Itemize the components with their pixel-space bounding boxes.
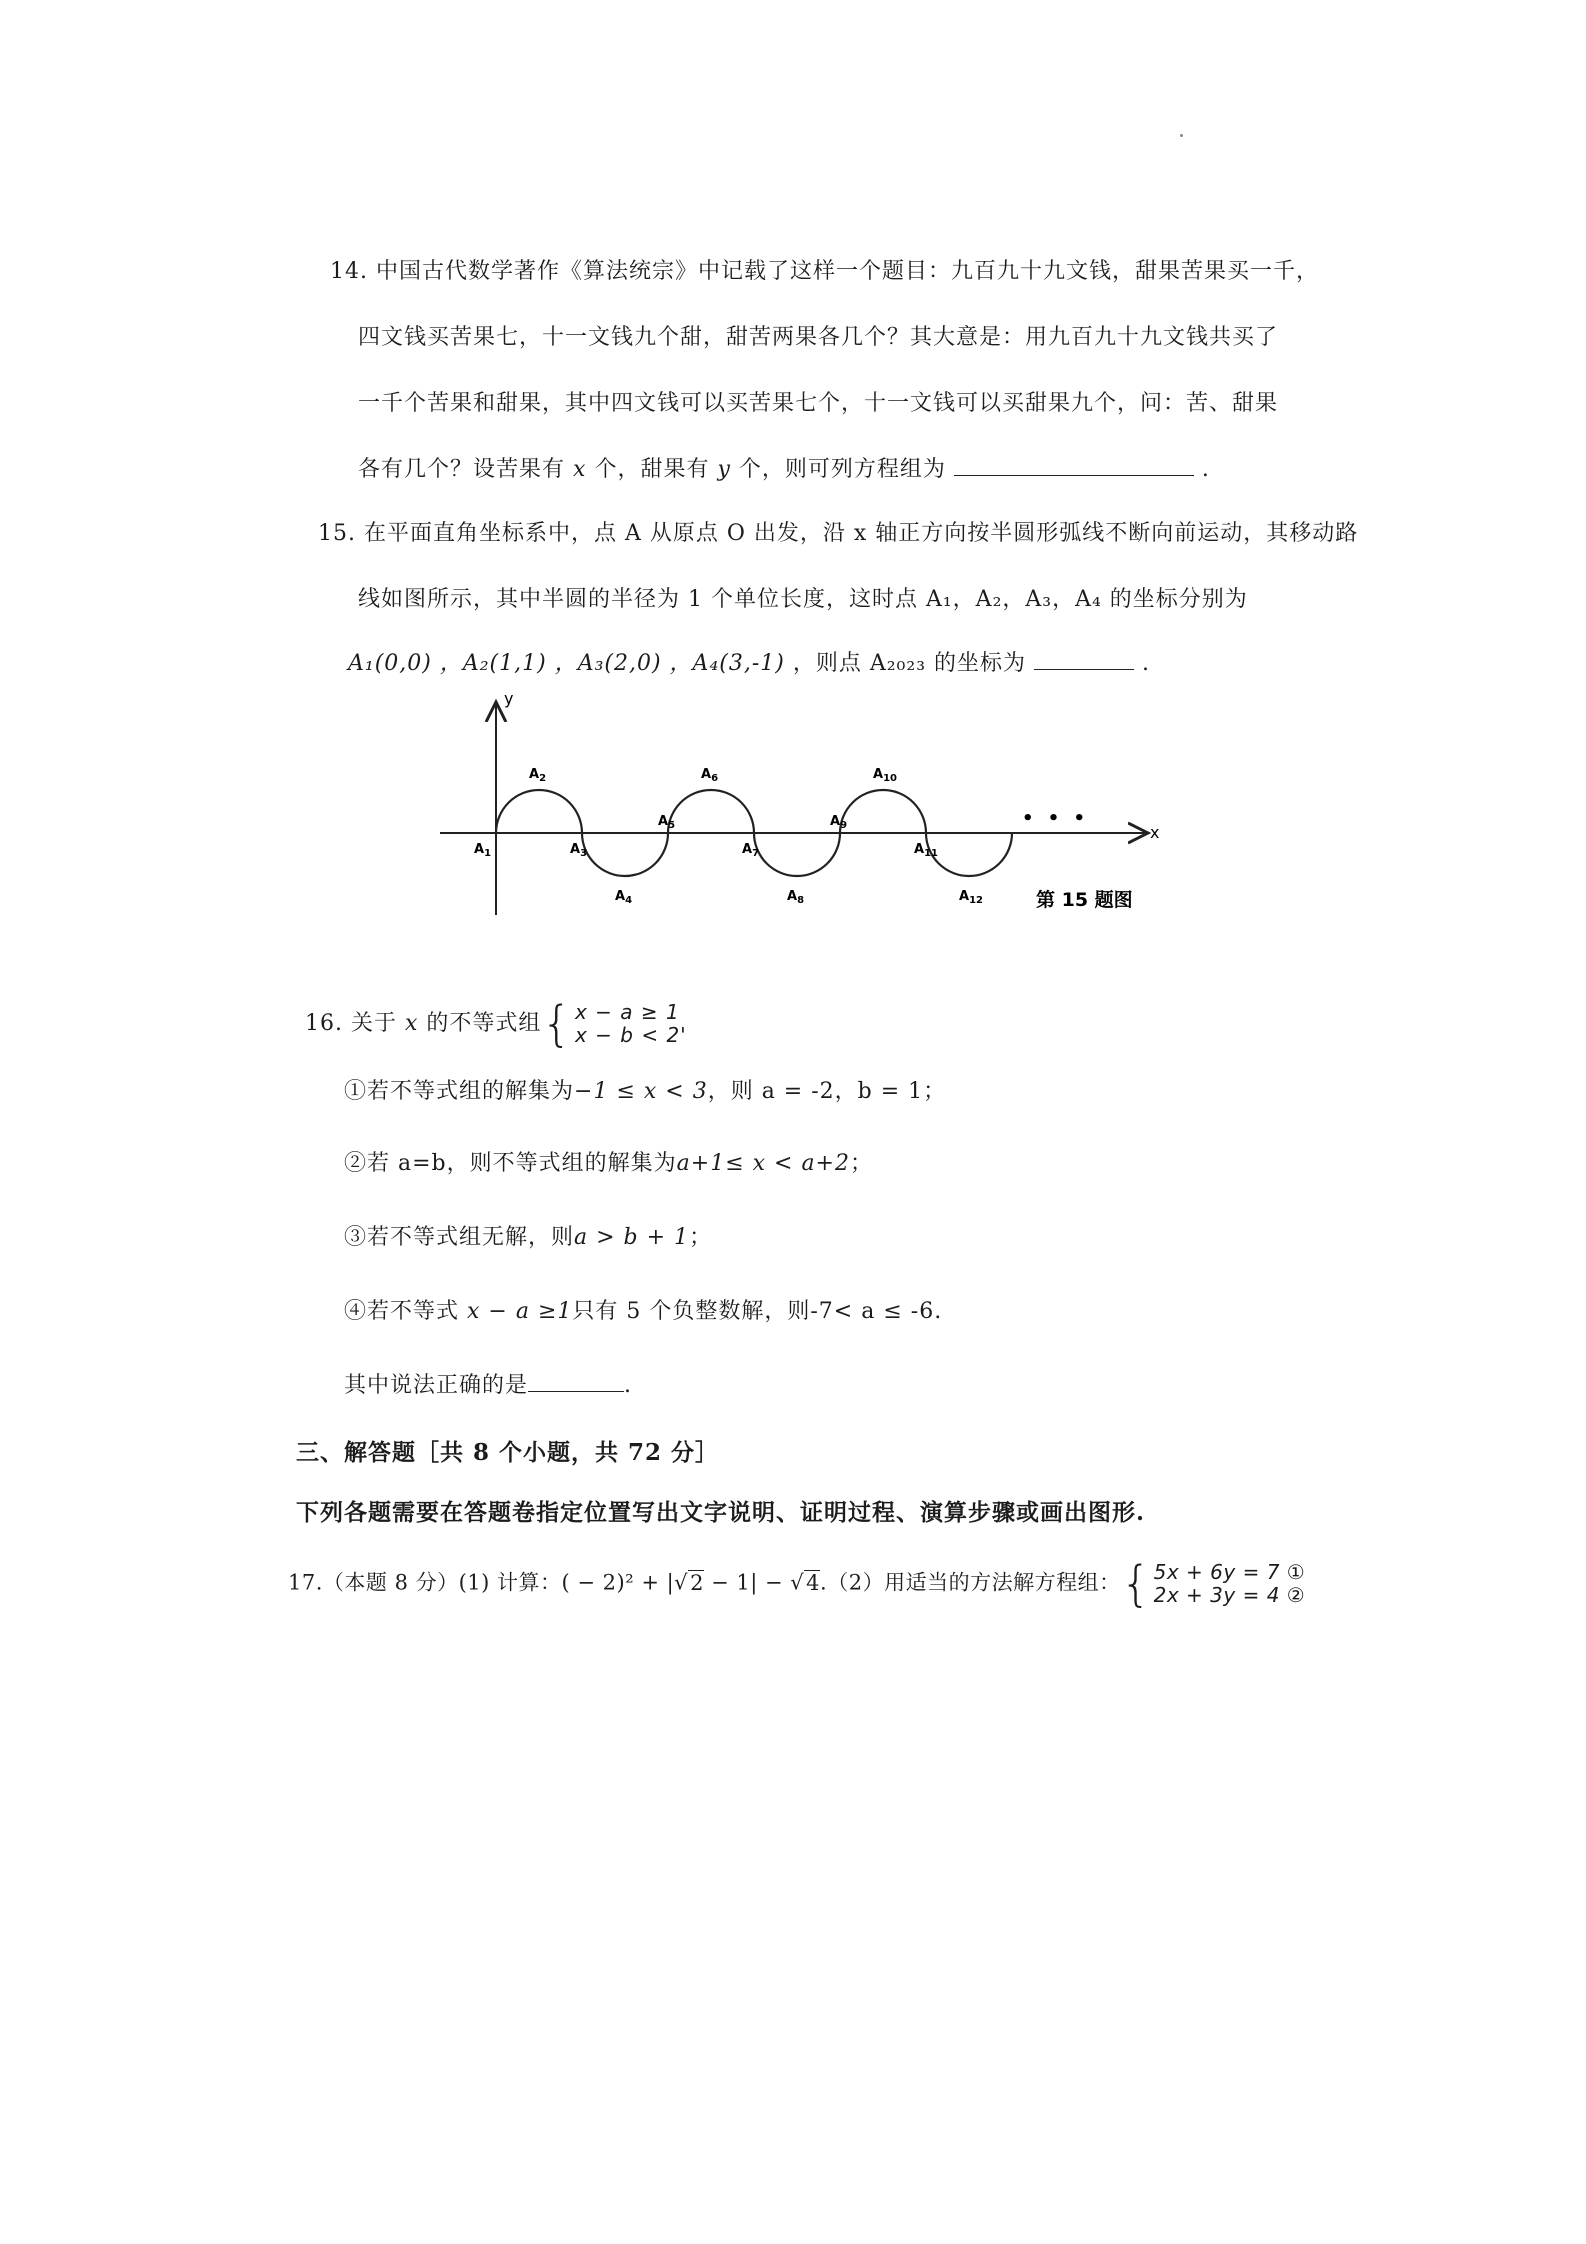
q17-brace: { <box>1120 1556 1152 1612</box>
q16-answer-blank[interactable] <box>528 1391 624 1392</box>
q16-s3-math: a > b + 1 <box>574 1225 690 1250</box>
q17-equation-system <box>1120 1556 1306 1612</box>
q14-text-a: 各有几个？设苦果有 <box>358 457 566 482</box>
q16-s4-post: 只有 5 个负整数解，则-7< a ≤ -6. <box>572 1299 943 1324</box>
point-label-a2: $A_2$ <box>529 767 547 784</box>
point-label-a5: $A_5$ <box>658 814 676 831</box>
q16-s2-post: ； <box>850 1151 874 1176</box>
q14-line-3: 一千个苦果和甜果，其中四文钱可以买苦果七个，十一文钱可以买甜果九个，问：苦、甜果 <box>358 391 1279 416</box>
q16-s1-pre: ①若不等式组的解集为 <box>344 1079 575 1104</box>
q16-s4-pre: ④若不等式 <box>344 1299 460 1324</box>
q14-end: . <box>1201 457 1210 482</box>
q16-s1-post: ，则 a = -2，b = 1； <box>707 1079 947 1104</box>
q17-sqrt-2: 2 <box>690 1570 704 1595</box>
q15-coords: A₁(0,0) ，A₂(1,1) ，A₃(2,0) ，A₄(3,-1) <box>348 651 785 676</box>
q17-mid: .（2）用适当的方法解方程组： <box>820 1570 1121 1595</box>
q16-intro <box>305 996 687 1052</box>
q16-answer-end: . <box>624 1373 633 1398</box>
q14-line-4 <box>358 452 1210 483</box>
point-label-a11: $A_{11}$ <box>914 842 938 859</box>
q17-pre: 17.（本题 8 分）(1) 计算： <box>288 1570 562 1595</box>
q16-statement-1 <box>344 1074 946 1105</box>
q14-answer-blank[interactable] <box>954 475 1194 476</box>
point-label-a7: $A_7$ <box>742 842 760 859</box>
point-label-a3: $A_3$ <box>570 842 588 859</box>
q17-sqrt-4: 4 <box>806 1570 821 1595</box>
q16-inequality-system <box>541 996 687 1052</box>
point-label-a10: $A_{10}$ <box>873 767 897 784</box>
q15-end: . <box>1142 651 1151 676</box>
q16-intro-b: 的不等式组 <box>426 1011 542 1036</box>
point-label-a8: $A_8$ <box>787 889 805 906</box>
q16-ineq-2: x − b < 2' <box>574 1023 687 1047</box>
q16-statement-2 <box>344 1146 873 1177</box>
figure-caption: 第 15 题图 <box>1036 889 1133 911</box>
q14-var-x: x <box>573 457 587 482</box>
q15-figure <box>430 690 1180 930</box>
point-label-a4: $A_4$ <box>615 889 633 906</box>
question-17: 17.（本题 8 分）(1) 计算：( − 2)² + |√2 − 1| − √4.（2）用适当的方法解方程组： { 5x + 6y = 7 ① 2x + 3y = 4 ② <box>288 1556 1306 1612</box>
q16-brace: { <box>541 996 573 1052</box>
q16-s1-math: −1 ≤ x < 3 <box>574 1079 708 1104</box>
x-axis-label: x <box>1150 823 1160 842</box>
q14-text-b: 个，甜果有 <box>594 457 710 482</box>
section-3-instruction: 下列各题需要在答题卷指定位置写出文字说明、证明过程、演算步骤或画出图形. <box>296 1499 1146 1526</box>
q17-eq-2: 2x + 3y = 4 ② <box>1153 1583 1306 1607</box>
q16-s4-math: x − a ≥1 <box>467 1299 573 1324</box>
q14-var-y: y <box>717 457 731 482</box>
q16-answer-pre: 其中说法正确的是 <box>344 1373 529 1398</box>
y-axis-label: y <box>504 690 514 708</box>
q14-text-c: 个，则可列方程组为 <box>738 457 946 482</box>
q15-line-2: 线如图所示，其中半圆的半径为 1 个单位长度，这时点 A₁，A₂，A₃，A₄ 的坐标分别为 <box>358 587 1248 612</box>
q16-statement-4 <box>344 1294 942 1325</box>
q15-line-3 <box>348 646 1150 677</box>
continuation-ellipsis: • • • <box>1022 808 1090 829</box>
q14-line-2: 四文钱买苦果七，十一文钱九个甜，甜苦两果各几个？其大意是：用九百九十九文钱共买了 <box>358 325 1279 350</box>
q16-statement-3 <box>344 1220 712 1251</box>
q15-answer-blank[interactable] <box>1034 669 1134 670</box>
q15-line-1: 15. 在平面直角坐标系中，点 A 从原点 O 出发，沿 x 轴正方向按半圆形弧线不断向前运动，其移动路 <box>318 521 1359 546</box>
q16-var-x: x <box>404 1011 419 1036</box>
q14-line-1: 14. 中国古代数学著作《算法统宗》中记载了这样一个题目：九百九十九文钱，甜果苦果买一千， <box>330 259 1319 284</box>
q17-expr-b: − 1| − <box>703 1570 791 1595</box>
point-label-a6: $A_6$ <box>701 767 719 784</box>
q16-intro-a: 16. 关于 <box>305 1011 397 1036</box>
point-labels <box>474 767 983 906</box>
q16-answer-line <box>344 1368 632 1399</box>
q17-expr-a: ( − 2)² + | <box>561 1570 675 1595</box>
point-label-a9: $A_9$ <box>830 814 848 831</box>
q16-s3-post: ； <box>689 1225 713 1250</box>
scan-dot <box>1180 134 1183 137</box>
q15-tail: ，则点 A₂₀₂₃ 的坐标为 <box>792 651 1027 676</box>
q16-s3-pre: ③若不等式组无解，则 <box>344 1225 575 1250</box>
point-label-a1: $A_1$ <box>474 842 492 859</box>
q16-ineq-1: x − a ≥ 1 <box>574 1000 680 1024</box>
point-label-a12: $A_{12}$ <box>959 889 983 906</box>
section-3-heading: 三、解答题［共 8 个小题，共 72 分］ <box>296 1439 720 1466</box>
q17-eq-1: 5x + 6y = 7 ① <box>1153 1560 1306 1584</box>
q16-s2-math: a+1≤ x < a+2 <box>676 1151 850 1176</box>
q16-s2-pre: ②若 a=b，则不等式组的解集为 <box>344 1151 677 1176</box>
